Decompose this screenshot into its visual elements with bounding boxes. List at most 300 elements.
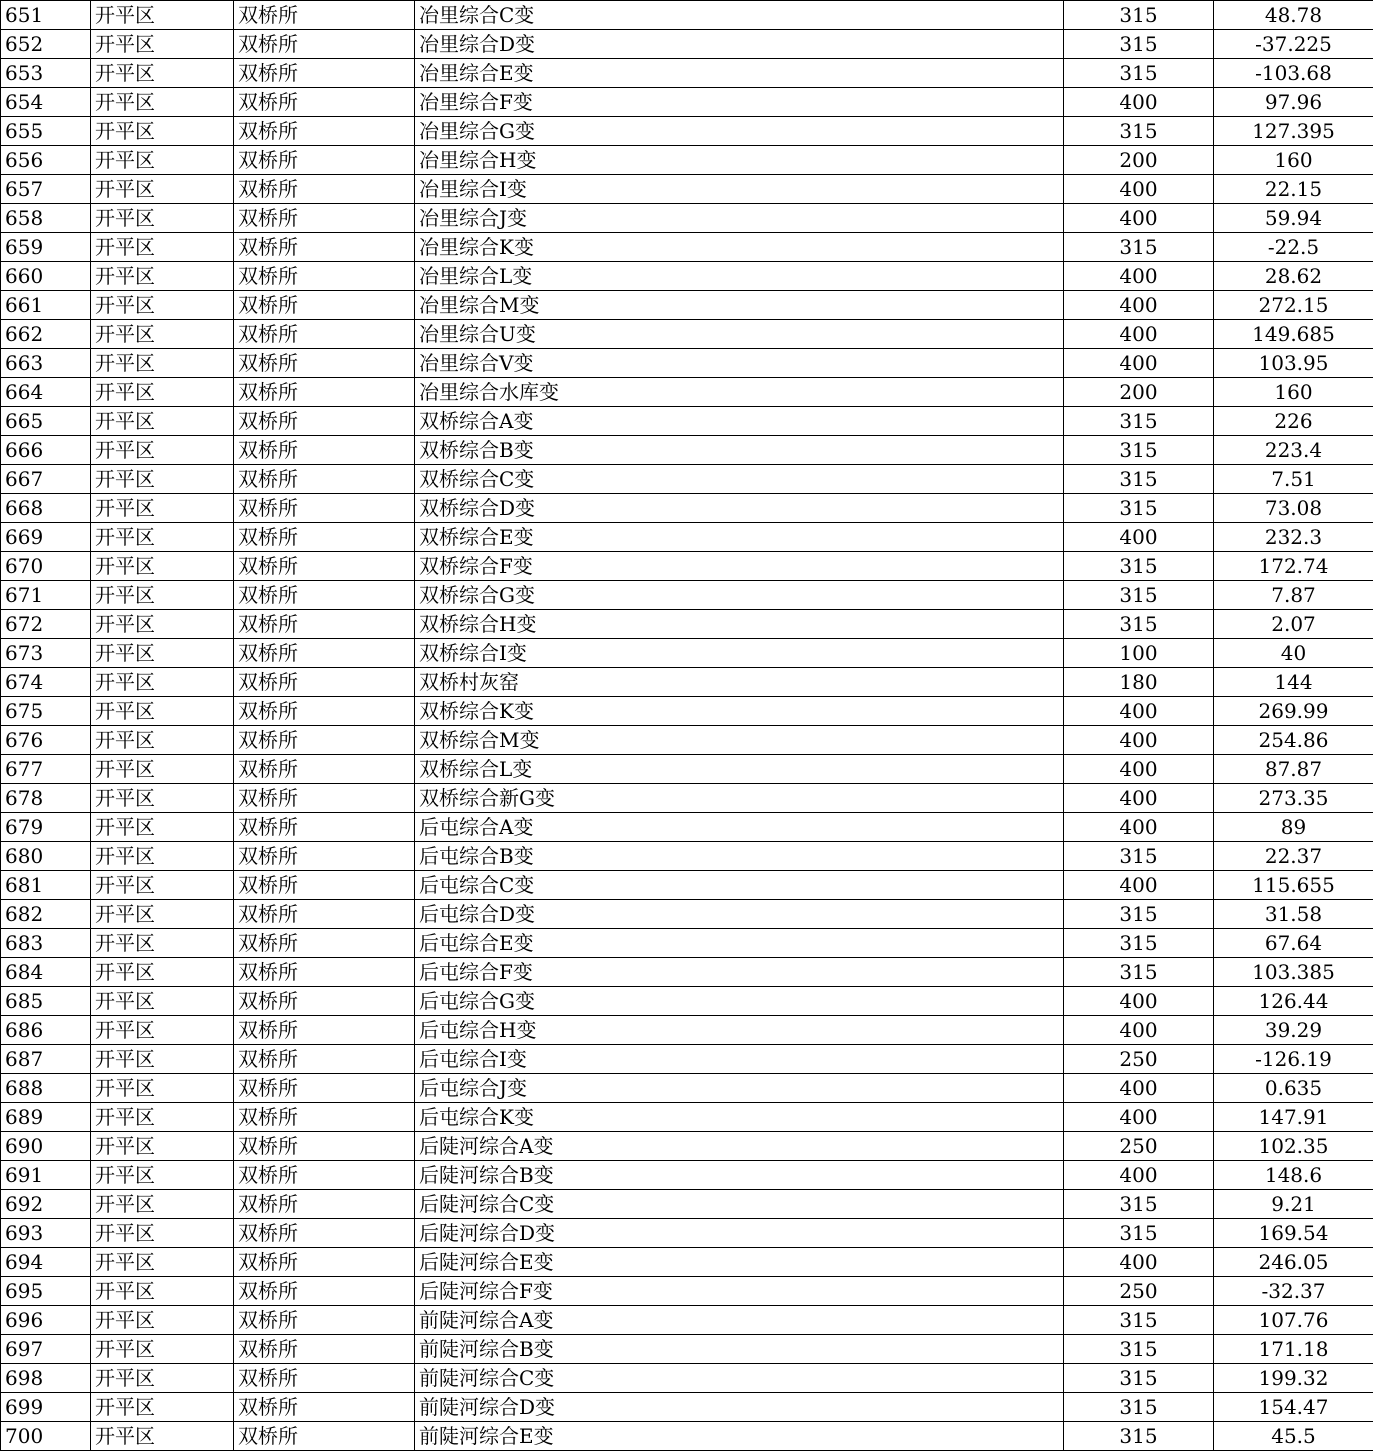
transformer-name-cell[interactable]: 后陡河综合B变 xyxy=(415,1161,1064,1190)
row-number-cell[interactable]: 690 xyxy=(1,1132,91,1161)
row-number-cell[interactable]: 699 xyxy=(1,1393,91,1422)
district-cell[interactable]: 开平区 xyxy=(91,900,234,929)
transformer-name-cell[interactable]: 后屯综合E变 xyxy=(415,929,1064,958)
transformer-name-cell[interactable]: 双桥村灰窑 xyxy=(415,668,1064,697)
row-number-cell[interactable]: 651 xyxy=(1,1,91,30)
capacity-cell[interactable]: 315 xyxy=(1064,1306,1214,1335)
district-cell[interactable]: 开平区 xyxy=(91,1248,234,1277)
transformer-name-cell[interactable]: 前陡河综合B变 xyxy=(415,1335,1064,1364)
station-cell[interactable]: 双桥所 xyxy=(234,929,415,958)
transformer-name-cell[interactable]: 冶里综合I变 xyxy=(415,175,1064,204)
value-cell[interactable]: 154.47 xyxy=(1214,1393,1373,1422)
row-number-cell[interactable]: 673 xyxy=(1,639,91,668)
capacity-cell[interactable]: 400 xyxy=(1064,523,1214,552)
capacity-cell[interactable]: 315 xyxy=(1064,842,1214,871)
capacity-cell[interactable]: 315 xyxy=(1064,1422,1214,1451)
row-number-cell[interactable]: 692 xyxy=(1,1190,91,1219)
capacity-cell[interactable]: 250 xyxy=(1064,1132,1214,1161)
row-number-cell[interactable]: 655 xyxy=(1,117,91,146)
station-cell[interactable]: 双桥所 xyxy=(234,697,415,726)
district-cell[interactable]: 开平区 xyxy=(91,175,234,204)
station-cell[interactable]: 双桥所 xyxy=(234,1306,415,1335)
value-cell[interactable]: 127.395 xyxy=(1214,117,1373,146)
value-cell[interactable]: -126.19 xyxy=(1214,1045,1373,1074)
row-number-cell[interactable]: 663 xyxy=(1,349,91,378)
station-cell[interactable]: 双桥所 xyxy=(234,146,415,175)
station-cell[interactable]: 双桥所 xyxy=(234,349,415,378)
transformer-name-cell[interactable]: 后陡河综合A变 xyxy=(415,1132,1064,1161)
capacity-cell[interactable]: 400 xyxy=(1064,987,1214,1016)
transformer-name-cell[interactable]: 冶里综合C变 xyxy=(415,1,1064,30)
value-cell[interactable]: 160 xyxy=(1214,378,1373,407)
capacity-cell[interactable]: 400 xyxy=(1064,784,1214,813)
value-cell[interactable]: 97.96 xyxy=(1214,88,1373,117)
capacity-cell[interactable]: 315 xyxy=(1064,1190,1214,1219)
row-number-cell[interactable]: 683 xyxy=(1,929,91,958)
district-cell[interactable]: 开平区 xyxy=(91,610,234,639)
transformer-name-cell[interactable]: 双桥综合A变 xyxy=(415,407,1064,436)
transformer-name-cell[interactable]: 前陡河综合C变 xyxy=(415,1364,1064,1393)
value-cell[interactable]: 22.15 xyxy=(1214,175,1373,204)
district-cell[interactable]: 开平区 xyxy=(91,494,234,523)
row-number-cell[interactable]: 660 xyxy=(1,262,91,291)
row-number-cell[interactable]: 693 xyxy=(1,1219,91,1248)
district-cell[interactable]: 开平区 xyxy=(91,1103,234,1132)
transformer-name-cell[interactable]: 双桥综合D变 xyxy=(415,494,1064,523)
station-cell[interactable]: 双桥所 xyxy=(234,813,415,842)
capacity-cell[interactable]: 250 xyxy=(1064,1277,1214,1306)
row-number-cell[interactable]: 652 xyxy=(1,30,91,59)
district-cell[interactable]: 开平区 xyxy=(91,320,234,349)
transformer-name-cell[interactable]: 冶里综合G变 xyxy=(415,117,1064,146)
station-cell[interactable]: 双桥所 xyxy=(234,668,415,697)
station-cell[interactable]: 双桥所 xyxy=(234,320,415,349)
station-cell[interactable]: 双桥所 xyxy=(234,378,415,407)
row-number-cell[interactable]: 698 xyxy=(1,1364,91,1393)
value-cell[interactable]: 89 xyxy=(1214,813,1373,842)
value-cell[interactable]: 39.29 xyxy=(1214,1016,1373,1045)
district-cell[interactable]: 开平区 xyxy=(91,871,234,900)
capacity-cell[interactable]: 400 xyxy=(1064,813,1214,842)
row-number-cell[interactable]: 689 xyxy=(1,1103,91,1132)
station-cell[interactable]: 双桥所 xyxy=(234,175,415,204)
station-cell[interactable]: 双桥所 xyxy=(234,1016,415,1045)
capacity-cell[interactable]: 400 xyxy=(1064,291,1214,320)
transformer-name-cell[interactable]: 后陡河综合F变 xyxy=(415,1277,1064,1306)
transformer-name-cell[interactable]: 冶里综合M变 xyxy=(415,291,1064,320)
capacity-cell[interactable]: 400 xyxy=(1064,755,1214,784)
transformer-name-cell[interactable]: 后屯综合D变 xyxy=(415,900,1064,929)
capacity-cell[interactable]: 315 xyxy=(1064,610,1214,639)
row-number-cell[interactable]: 661 xyxy=(1,291,91,320)
station-cell[interactable]: 双桥所 xyxy=(234,1335,415,1364)
transformer-name-cell[interactable]: 后屯综合I变 xyxy=(415,1045,1064,1074)
capacity-cell[interactable]: 315 xyxy=(1064,552,1214,581)
transformer-name-cell[interactable]: 冶里综合F变 xyxy=(415,88,1064,117)
station-cell[interactable]: 双桥所 xyxy=(234,755,415,784)
value-cell[interactable]: 126.44 xyxy=(1214,987,1373,1016)
district-cell[interactable]: 开平区 xyxy=(91,1045,234,1074)
transformer-name-cell[interactable]: 前陡河综合A变 xyxy=(415,1306,1064,1335)
row-number-cell[interactable]: 664 xyxy=(1,378,91,407)
row-number-cell[interactable]: 700 xyxy=(1,1422,91,1451)
station-cell[interactable]: 双桥所 xyxy=(234,639,415,668)
value-cell[interactable]: 48.78 xyxy=(1214,1,1373,30)
row-number-cell[interactable]: 669 xyxy=(1,523,91,552)
station-cell[interactable]: 双桥所 xyxy=(234,262,415,291)
district-cell[interactable]: 开平区 xyxy=(91,697,234,726)
transformer-name-cell[interactable]: 双桥综合E变 xyxy=(415,523,1064,552)
capacity-cell[interactable]: 400 xyxy=(1064,320,1214,349)
row-number-cell[interactable]: 659 xyxy=(1,233,91,262)
value-cell[interactable]: -103.68 xyxy=(1214,59,1373,88)
row-number-cell[interactable]: 675 xyxy=(1,697,91,726)
value-cell[interactable]: 107.76 xyxy=(1214,1306,1373,1335)
district-cell[interactable]: 开平区 xyxy=(91,291,234,320)
value-cell[interactable]: 0.635 xyxy=(1214,1074,1373,1103)
row-number-cell[interactable]: 668 xyxy=(1,494,91,523)
value-cell[interactable]: 7.87 xyxy=(1214,581,1373,610)
value-cell[interactable]: 160 xyxy=(1214,146,1373,175)
station-cell[interactable]: 双桥所 xyxy=(234,1393,415,1422)
district-cell[interactable]: 开平区 xyxy=(91,639,234,668)
station-cell[interactable]: 双桥所 xyxy=(234,1074,415,1103)
station-cell[interactable]: 双桥所 xyxy=(234,1045,415,1074)
district-cell[interactable]: 开平区 xyxy=(91,349,234,378)
row-number-cell[interactable]: 679 xyxy=(1,813,91,842)
capacity-cell[interactable]: 400 xyxy=(1064,726,1214,755)
district-cell[interactable]: 开平区 xyxy=(91,378,234,407)
district-cell[interactable]: 开平区 xyxy=(91,1219,234,1248)
transformer-name-cell[interactable]: 后屯综合C变 xyxy=(415,871,1064,900)
value-cell[interactable]: 254.86 xyxy=(1214,726,1373,755)
capacity-cell[interactable]: 180 xyxy=(1064,668,1214,697)
station-cell[interactable]: 双桥所 xyxy=(234,407,415,436)
district-cell[interactable]: 开平区 xyxy=(91,436,234,465)
station-cell[interactable]: 双桥所 xyxy=(234,1248,415,1277)
station-cell[interactable]: 双桥所 xyxy=(234,726,415,755)
transformer-name-cell[interactable]: 冶里综合水库变 xyxy=(415,378,1064,407)
transformer-name-cell[interactable]: 冶里综合L变 xyxy=(415,262,1064,291)
row-number-cell[interactable]: 666 xyxy=(1,436,91,465)
transformer-name-cell[interactable]: 双桥综合B变 xyxy=(415,436,1064,465)
row-number-cell[interactable]: 697 xyxy=(1,1335,91,1364)
transformer-name-cell[interactable]: 后屯综合F变 xyxy=(415,958,1064,987)
transformer-name-cell[interactable]: 双桥综合新G变 xyxy=(415,784,1064,813)
row-number-cell[interactable]: 653 xyxy=(1,59,91,88)
transformer-name-cell[interactable]: 双桥综合M变 xyxy=(415,726,1064,755)
value-cell[interactable]: 149.685 xyxy=(1214,320,1373,349)
capacity-cell[interactable]: 315 xyxy=(1064,1364,1214,1393)
district-cell[interactable]: 开平区 xyxy=(91,146,234,175)
row-number-cell[interactable]: 686 xyxy=(1,1016,91,1045)
value-cell[interactable]: 172.74 xyxy=(1214,552,1373,581)
transformer-name-cell[interactable]: 双桥综合C变 xyxy=(415,465,1064,494)
district-cell[interactable]: 开平区 xyxy=(91,1016,234,1045)
transformer-name-cell[interactable]: 后屯综合K变 xyxy=(415,1103,1064,1132)
row-number-cell[interactable]: 681 xyxy=(1,871,91,900)
transformer-name-cell[interactable]: 冶里综合H变 xyxy=(415,146,1064,175)
value-cell[interactable]: 169.54 xyxy=(1214,1219,1373,1248)
row-number-cell[interactable]: 672 xyxy=(1,610,91,639)
capacity-cell[interactable]: 315 xyxy=(1064,494,1214,523)
row-number-cell[interactable]: 654 xyxy=(1,88,91,117)
district-cell[interactable]: 开平区 xyxy=(91,1306,234,1335)
station-cell[interactable]: 双桥所 xyxy=(234,59,415,88)
capacity-cell[interactable]: 400 xyxy=(1064,697,1214,726)
transformer-name-cell[interactable]: 前陡河综合D变 xyxy=(415,1393,1064,1422)
district-cell[interactable]: 开平区 xyxy=(91,407,234,436)
station-cell[interactable]: 双桥所 xyxy=(234,204,415,233)
station-cell[interactable]: 双桥所 xyxy=(234,871,415,900)
capacity-cell[interactable]: 400 xyxy=(1064,871,1214,900)
district-cell[interactable]: 开平区 xyxy=(91,204,234,233)
transformer-name-cell[interactable]: 冶里综合E变 xyxy=(415,59,1064,88)
district-cell[interactable]: 开平区 xyxy=(91,784,234,813)
station-cell[interactable]: 双桥所 xyxy=(234,900,415,929)
capacity-cell[interactable]: 315 xyxy=(1064,1335,1214,1364)
value-cell[interactable]: 232.3 xyxy=(1214,523,1373,552)
capacity-cell[interactable]: 315 xyxy=(1064,1,1214,30)
value-cell[interactable]: -37.225 xyxy=(1214,30,1373,59)
district-cell[interactable]: 开平区 xyxy=(91,726,234,755)
transformer-name-cell[interactable]: 双桥综合G变 xyxy=(415,581,1064,610)
district-cell[interactable]: 开平区 xyxy=(91,958,234,987)
value-cell[interactable]: 40 xyxy=(1214,639,1373,668)
value-cell[interactable]: 272.15 xyxy=(1214,291,1373,320)
district-cell[interactable]: 开平区 xyxy=(91,842,234,871)
station-cell[interactable]: 双桥所 xyxy=(234,610,415,639)
district-cell[interactable]: 开平区 xyxy=(91,755,234,784)
value-cell[interactable]: 59.94 xyxy=(1214,204,1373,233)
value-cell[interactable]: 28.62 xyxy=(1214,262,1373,291)
district-cell[interactable]: 开平区 xyxy=(91,1335,234,1364)
capacity-cell[interactable]: 315 xyxy=(1064,1393,1214,1422)
value-cell[interactable]: 199.32 xyxy=(1214,1364,1373,1393)
station-cell[interactable]: 双桥所 xyxy=(234,1277,415,1306)
station-cell[interactable]: 双桥所 xyxy=(234,842,415,871)
station-cell[interactable]: 双桥所 xyxy=(234,494,415,523)
district-cell[interactable]: 开平区 xyxy=(91,929,234,958)
row-number-cell[interactable]: 694 xyxy=(1,1248,91,1277)
district-cell[interactable]: 开平区 xyxy=(91,233,234,262)
district-cell[interactable]: 开平区 xyxy=(91,987,234,1016)
station-cell[interactable]: 双桥所 xyxy=(234,291,415,320)
district-cell[interactable]: 开平区 xyxy=(91,1132,234,1161)
row-number-cell[interactable]: 667 xyxy=(1,465,91,494)
capacity-cell[interactable]: 315 xyxy=(1064,436,1214,465)
capacity-cell[interactable]: 315 xyxy=(1064,233,1214,262)
row-number-cell[interactable]: 688 xyxy=(1,1074,91,1103)
value-cell[interactable]: 45.5 xyxy=(1214,1422,1373,1451)
district-cell[interactable]: 开平区 xyxy=(91,1074,234,1103)
station-cell[interactable]: 双桥所 xyxy=(234,1422,415,1451)
transformer-name-cell[interactable]: 冶里综合J变 xyxy=(415,204,1064,233)
row-number-cell[interactable]: 674 xyxy=(1,668,91,697)
capacity-cell[interactable]: 100 xyxy=(1064,639,1214,668)
value-cell[interactable]: -32.37 xyxy=(1214,1277,1373,1306)
station-cell[interactable]: 双桥所 xyxy=(234,581,415,610)
transformer-name-cell[interactable]: 双桥综合H变 xyxy=(415,610,1064,639)
capacity-cell[interactable]: 315 xyxy=(1064,59,1214,88)
capacity-cell[interactable]: 315 xyxy=(1064,465,1214,494)
transformer-name-cell[interactable]: 双桥综合L变 xyxy=(415,755,1064,784)
row-number-cell[interactable]: 685 xyxy=(1,987,91,1016)
transformer-name-cell[interactable]: 后屯综合A变 xyxy=(415,813,1064,842)
row-number-cell[interactable]: 695 xyxy=(1,1277,91,1306)
transformer-name-cell[interactable]: 后陡河综合C变 xyxy=(415,1190,1064,1219)
transformer-name-cell[interactable]: 冶里综合K变 xyxy=(415,233,1064,262)
station-cell[interactable]: 双桥所 xyxy=(234,1219,415,1248)
value-cell[interactable]: 102.35 xyxy=(1214,1132,1373,1161)
transformer-name-cell[interactable]: 前陡河综合E变 xyxy=(415,1422,1064,1451)
capacity-cell[interactable]: 400 xyxy=(1064,175,1214,204)
station-cell[interactable]: 双桥所 xyxy=(234,1132,415,1161)
district-cell[interactable]: 开平区 xyxy=(91,30,234,59)
value-cell[interactable]: 67.64 xyxy=(1214,929,1373,958)
district-cell[interactable]: 开平区 xyxy=(91,1364,234,1393)
capacity-cell[interactable]: 315 xyxy=(1064,1219,1214,1248)
district-cell[interactable]: 开平区 xyxy=(91,1,234,30)
transformer-name-cell[interactable]: 后陡河综合E变 xyxy=(415,1248,1064,1277)
district-cell[interactable]: 开平区 xyxy=(91,552,234,581)
station-cell[interactable]: 双桥所 xyxy=(234,523,415,552)
row-number-cell[interactable]: 671 xyxy=(1,581,91,610)
station-cell[interactable]: 双桥所 xyxy=(234,117,415,146)
capacity-cell[interactable]: 400 xyxy=(1064,1016,1214,1045)
transformer-name-cell[interactable]: 冶里综合V变 xyxy=(415,349,1064,378)
district-cell[interactable]: 开平区 xyxy=(91,1190,234,1219)
value-cell[interactable]: 73.08 xyxy=(1214,494,1373,523)
value-cell[interactable]: -22.5 xyxy=(1214,233,1373,262)
transformer-name-cell[interactable]: 后陡河综合D变 xyxy=(415,1219,1064,1248)
value-cell[interactable]: 87.87 xyxy=(1214,755,1373,784)
capacity-cell[interactable]: 200 xyxy=(1064,146,1214,175)
capacity-cell[interactable]: 315 xyxy=(1064,900,1214,929)
station-cell[interactable]: 双桥所 xyxy=(234,1161,415,1190)
station-cell[interactable]: 双桥所 xyxy=(234,552,415,581)
row-number-cell[interactable]: 658 xyxy=(1,204,91,233)
value-cell[interactable]: 269.99 xyxy=(1214,697,1373,726)
capacity-cell[interactable]: 250 xyxy=(1064,1045,1214,1074)
station-cell[interactable]: 双桥所 xyxy=(234,465,415,494)
capacity-cell[interactable]: 315 xyxy=(1064,30,1214,59)
station-cell[interactable]: 双桥所 xyxy=(234,958,415,987)
district-cell[interactable]: 开平区 xyxy=(91,88,234,117)
capacity-cell[interactable]: 315 xyxy=(1064,117,1214,146)
value-cell[interactable]: 273.35 xyxy=(1214,784,1373,813)
capacity-cell[interactable]: 315 xyxy=(1064,581,1214,610)
district-cell[interactable]: 开平区 xyxy=(91,59,234,88)
row-number-cell[interactable]: 691 xyxy=(1,1161,91,1190)
station-cell[interactable]: 双桥所 xyxy=(234,233,415,262)
row-number-cell[interactable]: 670 xyxy=(1,552,91,581)
capacity-cell[interactable]: 200 xyxy=(1064,378,1214,407)
value-cell[interactable]: 103.385 xyxy=(1214,958,1373,987)
district-cell[interactable]: 开平区 xyxy=(91,1161,234,1190)
capacity-cell[interactable]: 400 xyxy=(1064,88,1214,117)
transformer-name-cell[interactable]: 后屯综合H变 xyxy=(415,1016,1064,1045)
transformer-name-cell[interactable]: 双桥综合I变 xyxy=(415,639,1064,668)
row-number-cell[interactable]: 680 xyxy=(1,842,91,871)
transformer-name-cell[interactable]: 双桥综合K变 xyxy=(415,697,1064,726)
capacity-cell[interactable]: 400 xyxy=(1064,1074,1214,1103)
value-cell[interactable]: 144 xyxy=(1214,668,1373,697)
capacity-cell[interactable]: 400 xyxy=(1064,349,1214,378)
district-cell[interactable]: 开平区 xyxy=(91,262,234,291)
row-number-cell[interactable]: 684 xyxy=(1,958,91,987)
capacity-cell[interactable]: 400 xyxy=(1064,1161,1214,1190)
capacity-cell[interactable]: 400 xyxy=(1064,1103,1214,1132)
station-cell[interactable]: 双桥所 xyxy=(234,1103,415,1132)
capacity-cell[interactable]: 315 xyxy=(1064,929,1214,958)
row-number-cell[interactable]: 662 xyxy=(1,320,91,349)
value-cell[interactable]: 171.18 xyxy=(1214,1335,1373,1364)
value-cell[interactable]: 22.37 xyxy=(1214,842,1373,871)
district-cell[interactable]: 开平区 xyxy=(91,465,234,494)
capacity-cell[interactable]: 315 xyxy=(1064,958,1214,987)
value-cell[interactable]: 226 xyxy=(1214,407,1373,436)
transformer-name-cell[interactable]: 后屯综合J变 xyxy=(415,1074,1064,1103)
value-cell[interactable]: 103.95 xyxy=(1214,349,1373,378)
capacity-cell[interactable]: 400 xyxy=(1064,262,1214,291)
station-cell[interactable]: 双桥所 xyxy=(234,1,415,30)
value-cell[interactable]: 147.91 xyxy=(1214,1103,1373,1132)
station-cell[interactable]: 双桥所 xyxy=(234,987,415,1016)
row-number-cell[interactable]: 696 xyxy=(1,1306,91,1335)
capacity-cell[interactable]: 315 xyxy=(1064,407,1214,436)
transformer-name-cell[interactable]: 冶里综合U变 xyxy=(415,320,1064,349)
transformer-name-cell[interactable]: 后屯综合G变 xyxy=(415,987,1064,1016)
district-cell[interactable]: 开平区 xyxy=(91,581,234,610)
row-number-cell[interactable]: 665 xyxy=(1,407,91,436)
station-cell[interactable]: 双桥所 xyxy=(234,1364,415,1393)
district-cell[interactable]: 开平区 xyxy=(91,813,234,842)
capacity-cell[interactable]: 400 xyxy=(1064,204,1214,233)
station-cell[interactable]: 双桥所 xyxy=(234,784,415,813)
row-number-cell[interactable]: 656 xyxy=(1,146,91,175)
value-cell[interactable]: 115.655 xyxy=(1214,871,1373,900)
row-number-cell[interactable]: 687 xyxy=(1,1045,91,1074)
transformer-name-cell[interactable]: 冶里综合D变 xyxy=(415,30,1064,59)
row-number-cell[interactable]: 677 xyxy=(1,755,91,784)
value-cell[interactable]: 223.4 xyxy=(1214,436,1373,465)
value-cell[interactable]: 246.05 xyxy=(1214,1248,1373,1277)
district-cell[interactable]: 开平区 xyxy=(91,1422,234,1451)
station-cell[interactable]: 双桥所 xyxy=(234,88,415,117)
row-number-cell[interactable]: 678 xyxy=(1,784,91,813)
transformer-name-cell[interactable]: 双桥综合F变 xyxy=(415,552,1064,581)
district-cell[interactable]: 开平区 xyxy=(91,523,234,552)
row-number-cell[interactable]: 676 xyxy=(1,726,91,755)
station-cell[interactable]: 双桥所 xyxy=(234,1190,415,1219)
transformer-name-cell[interactable]: 后屯综合B变 xyxy=(415,842,1064,871)
district-cell[interactable]: 开平区 xyxy=(91,668,234,697)
capacity-cell[interactable]: 400 xyxy=(1064,1248,1214,1277)
value-cell[interactable]: 7.51 xyxy=(1214,465,1373,494)
value-cell[interactable]: 148.6 xyxy=(1214,1161,1373,1190)
value-cell[interactable]: 31.58 xyxy=(1214,900,1373,929)
value-cell[interactable]: 9.21 xyxy=(1214,1190,1373,1219)
district-cell[interactable]: 开平区 xyxy=(91,1393,234,1422)
station-cell[interactable]: 双桥所 xyxy=(234,30,415,59)
district-cell[interactable]: 开平区 xyxy=(91,117,234,146)
row-number-cell[interactable]: 682 xyxy=(1,900,91,929)
station-cell[interactable]: 双桥所 xyxy=(234,436,415,465)
value-cell[interactable]: 2.07 xyxy=(1214,610,1373,639)
district-cell[interactable]: 开平区 xyxy=(91,1277,234,1306)
row-number-cell[interactable]: 657 xyxy=(1,175,91,204)
